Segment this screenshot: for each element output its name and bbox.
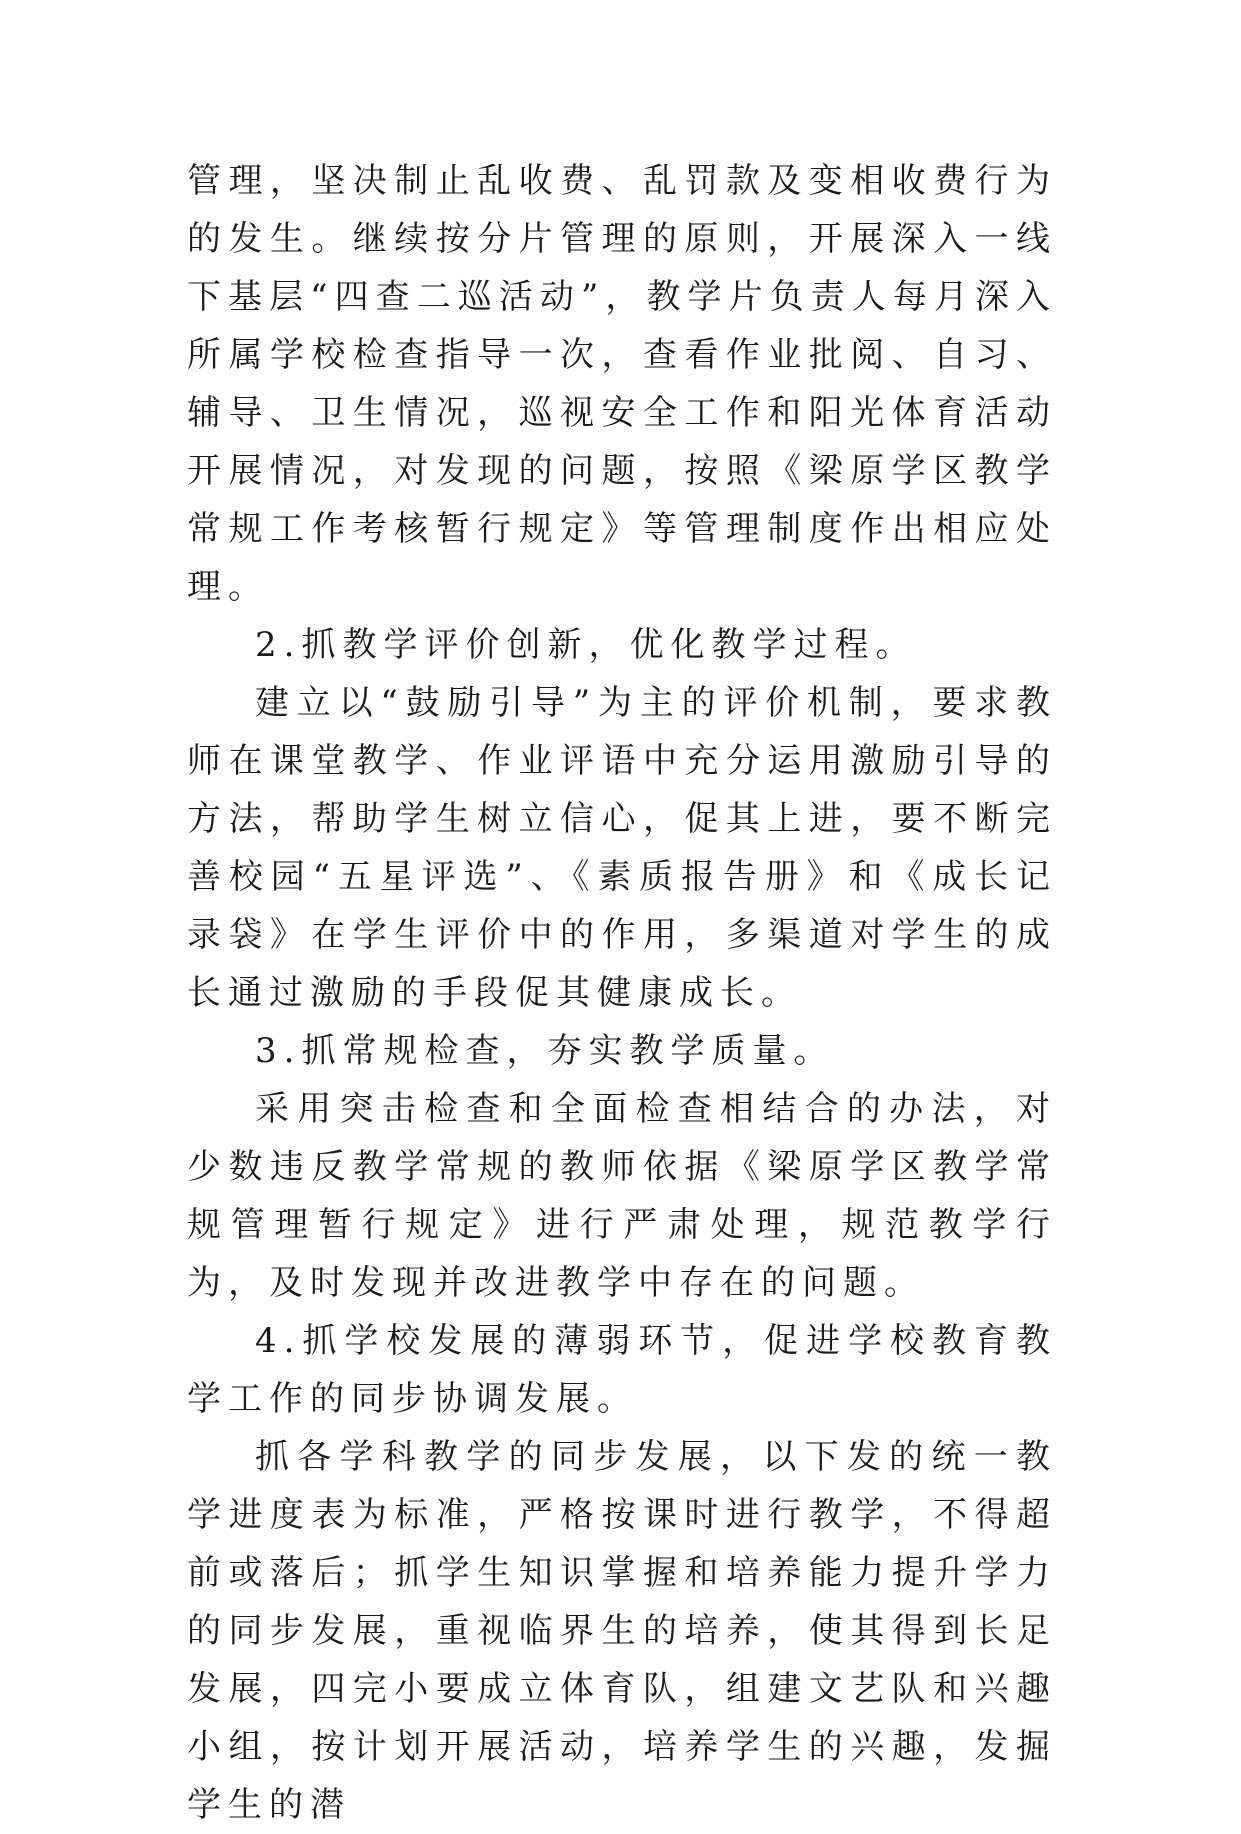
paragraph-inspection: 采用突击检查和全面检查相结合的办法，对少数违反教学常规的教师依据《梁原学区教学常规管理暂行规定》进行严肃处理，规范教学行为，及时发现并改进教学中存在的问题。 xyxy=(187,1089,1057,1303)
heading-item-3: 3.抓常规检查，夯实教学质量。 xyxy=(255,1031,835,1071)
paragraph-evaluation: 建立以“鼓励引导”为主的评价机制，要求教师在课堂教学、作业评语中充分运用激励引导的方法，帮助学生树立信心，促其上进，要不断完善校园“五星评选”、《素质报告册》和《成长记录袋》在学生评价中的作用，多渠道对学生的成长通过激励的手段促其健康成长。 xyxy=(187,683,1057,1013)
paragraph-continuation: 管理，坚决制止乱收费、乱罚款及变相收费行为的发生。继续按分片管理的原则，开展深入一线下基层“四查二巡活动”，教学片负责人每月深入所属学校检查指导一次，查看作业批阅、自习、辅导、卫生情况，巡视安全工作和阳光体育活动开展情况，对发现的问题，按照《梁原学区教学常规工作考核暂行规定》等管理制度作出相应处理。 xyxy=(187,161,1057,607)
heading-item-2: 2.抓教学评价创新，优化教学过程。 xyxy=(255,625,917,665)
document-body xyxy=(187,152,1057,1834)
paragraph-development: 抓各学科教学的同步发展，以下发的统一教学进度表为标准，严格按课时进行教学，不得超前或落后；抓学生知识掌握和培养能力提升学力的同步发展，重视临界生的培养，使其得到长足发展，四完小要成立体育队，组建文艺队和兴趣小组，按计划开展活动，培养学生的兴趣，发掘学生的潜 xyxy=(187,1437,1057,1825)
heading-item-4: 4.抓学校发展的薄弱环节，促进学校教育教学工作的同步协调发展。 xyxy=(187,1321,1057,1419)
